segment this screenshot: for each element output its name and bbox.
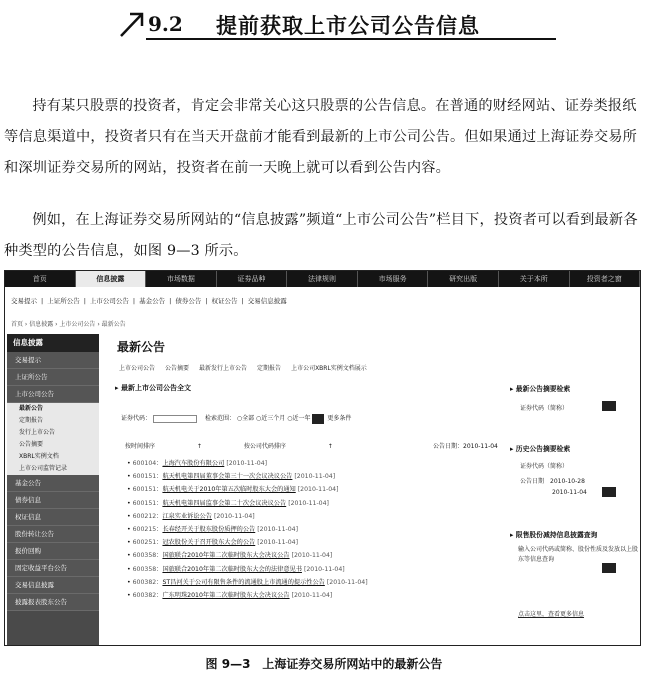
announcement-date: [2010-11-04] [288, 499, 329, 507]
content-tabs [119, 363, 377, 372]
top-nav [5, 271, 640, 287]
sidebar-item[interactable]: 交易提示 [7, 352, 99, 369]
list-item[interactable]: • 600358：国旅联合2010年第二次临时股东大会决议公告 [2010-11-04] [127, 552, 333, 560]
announcement-date: [2010-11-04] [294, 473, 336, 481]
page-title: 最新公告 [117, 340, 166, 354]
summary-search-heading: ▸ 最新公告摘要检索 [510, 385, 571, 393]
subnav-item[interactable]: 基金公告 [139, 297, 166, 305]
breadcrumb: 首页 › 信息披露 › 上市公司公告 › 最新公告 [11, 321, 126, 328]
sidebar-item[interactable]: 债券信息 [7, 492, 99, 509]
subnav-item[interactable]: 交易提示 [11, 297, 37, 305]
sidebar-subitem[interactable]: 定期报告 [7, 415, 99, 427]
announcement-date: [2010-11-04] [291, 552, 333, 560]
list-item[interactable]: • 600151：航天机电第四届监事会第二十次会议决议公告 [2010-11-04] [127, 499, 329, 507]
latest-announcements-heading: ▸ 最新上市公司公告全文 [115, 384, 191, 392]
section-underline [146, 38, 556, 40]
website-screenshot [4, 270, 641, 646]
history-code-label: 证券代码（简称） [520, 463, 569, 470]
subnav-item[interactable]: 债券公告 [175, 297, 202, 305]
content-tab[interactable]: 最新发行上市公告 [199, 365, 248, 372]
query-date: 公告日期：2010-11-04 [433, 443, 498, 450]
sidebar-subitem[interactable]: 公告摘要 [7, 439, 99, 451]
section-heading [118, 4, 518, 44]
subnav-separator: | [83, 297, 86, 305]
nav-item[interactable]: 信息披露 [76, 271, 147, 287]
list-item[interactable]: • 600151：航天机电第四届董事会第三十一次会议决议公告 [2010-11-04] [127, 473, 336, 481]
subnav-item[interactable]: 权证公告 [211, 297, 238, 305]
sidebar-item[interactable]: 上市公司公告 [7, 386, 99, 403]
range-all-radio[interactable]: 全部 [242, 415, 255, 422]
list-item[interactable]: • 600104：上海汽车股份有限公司 [2010-11-04] [127, 460, 268, 467]
announcement-date: [2010-11-04] [226, 460, 268, 467]
announcement-date: [2010-11-04] [326, 578, 368, 586]
history-search-box [510, 443, 638, 496]
search-button[interactable] [312, 414, 324, 424]
subnav-separator: | [132, 297, 136, 305]
range-1y-radio[interactable]: 近一年 [292, 415, 311, 422]
announcement-title[interactable]: 冠农股份关于召开股东大会的公告 [162, 539, 256, 547]
summary-search-box [510, 383, 638, 412]
nav-item[interactable]: 研究出版 [428, 271, 499, 287]
list-item[interactable]: • 600212：江泉实业诉讼公告 [2010-11-04] [127, 512, 255, 520]
announcement-date: [2010-11-04] [291, 591, 333, 599]
sort-by-time[interactable]: 按时间排序 ↑ [125, 443, 202, 450]
announcement-code: 600358 [132, 565, 157, 573]
paragraph-2: 例如，在上海证券交易所网站的“信息披露”频道“上市公司公告”栏目下，投资者可以看到最新各种类型的公告信息，如图 9—3 所示。 [4, 212, 638, 259]
subnav-item[interactable]: 上市公司公告 [89, 297, 129, 305]
announcement-title[interactable]: 广东明珠2010年第二次临时股东大会决议公告 [162, 591, 290, 599]
announcement-code: 600212 [132, 512, 157, 520]
figure-caption: 图 9—3 上海证券交易所网站中的最新公告 [205, 657, 443, 671]
sidebar-item[interactable]: 上证所公告 [7, 369, 99, 386]
announcement-date: [2010-11-04] [257, 539, 299, 547]
restricted-share-heading: ▸ 限售股份减持信息披露查询 [510, 531, 598, 539]
code-input[interactable] [153, 415, 197, 423]
sidebar-header: 信息披露 [7, 334, 99, 352]
list-item[interactable]: • 600215：长春经开关于股东股份质押的公告 [2010-11-04] [127, 525, 299, 533]
sort-options [125, 441, 373, 450]
paragraph-1: 持有某只股票的投资者，肯定会非常关心这只股票的公告信息。在普通的财经网站、证券类报纸等信息渠道中，投资者只有在当天开盘前才能看到最新的上市公司公告。但如果通过上海证券交易所和深圳证券交易所的网站，投资者在前一天晚上就可以看到公告内容。 [4, 98, 638, 176]
restricted-share-desc: 输入公司代码或简称、股份性质及发放以上股东等信息查询 [518, 546, 639, 563]
arrow-up-right-icon [118, 10, 146, 38]
nav-item[interactable]: 证券品种 [217, 271, 288, 287]
history-date-row: 公告日期 2010-10-28 [520, 478, 585, 485]
announcement-date: [2010-11-04] [213, 512, 255, 520]
list-item[interactable]: • 600251：冠农股份关于召开股东大会的公告 [2010-11-04] [127, 539, 299, 547]
summary-search-button[interactable] [602, 401, 616, 411]
sort-by-code[interactable]: 按公司代码排序 ↑ [243, 443, 333, 450]
sidebar-item[interactable]: 固定收益平台公告 [7, 560, 99, 577]
announcement-code: 600251 [132, 539, 157, 547]
sidebar-item[interactable]: 基金公告 [7, 475, 99, 492]
announcement-title[interactable]: 上海汽车股份有限公司 [162, 460, 225, 467]
nav-item[interactable]: 法律规则 [287, 271, 358, 287]
subnav-separator: | [169, 297, 172, 305]
announcement-code: 600382 [132, 578, 157, 586]
sidebar-item[interactable]: 披露报表股东公告 [7, 594, 99, 611]
more-conditions-link[interactable]: 更多条件 [327, 415, 352, 422]
nav-item[interactable]: 首页 [5, 271, 76, 287]
list-item[interactable]: • 600382：ST昌河关于公司有限售条件的流通股上市流通的提示性公告 [2010-11-04] [127, 578, 368, 586]
content-tab[interactable]: 上市公司公告 [119, 365, 156, 372]
announcement-date: [2010-11-04] [297, 486, 339, 494]
announcement-code: 600358 [132, 552, 157, 560]
nav-item[interactable]: 市场服务 [358, 271, 429, 287]
sidebar-subitem[interactable]: 上市公司监管记录 [7, 463, 99, 475]
more-info-link[interactable]: 点击这里，查看更多信息 [518, 611, 585, 618]
nav-item[interactable]: 关于本所 [499, 271, 570, 287]
announcement-column [115, 383, 498, 599]
sidebar-subitem[interactable]: XBRL实例文档 [7, 451, 99, 463]
subnav-item[interactable]: 交易信息披露 [247, 297, 287, 305]
sidebar-item[interactable]: 股份转让公告 [7, 526, 99, 543]
content-tab[interactable]: 公告摘要 [165, 365, 190, 372]
sidebar-item[interactable]: 交易信息披露 [7, 577, 99, 594]
sidebar-subitem[interactable]: 最新公告 [7, 403, 99, 415]
sidebar-subitem[interactable]: 发行上市公告 [7, 427, 99, 439]
summary-code-label: 证券代码（简称） [520, 405, 569, 412]
announcement-code: 600151 [132, 486, 157, 494]
announcement-date: [2010-11-04] [257, 525, 299, 533]
restricted-search-button[interactable] [602, 563, 616, 573]
list-item[interactable]: • 600382：广东明珠2010年第二次临时股东大会决议公告 [2010-11-04] [127, 591, 333, 599]
announcement-title[interactable]: 江泉实业诉讼公告 [162, 512, 212, 520]
history-search-heading: ▸ 历史公告摘要检索 [510, 445, 571, 453]
sidebar-item[interactable]: 权证信息 [7, 509, 99, 526]
announcement-code: 600215 [132, 525, 157, 533]
sidebar [7, 334, 99, 646]
list-item[interactable]: • 600151：航天机电关于2010年第五次临时股东大会的通知 [2010-11-04] [127, 486, 339, 494]
sub-nav [11, 296, 291, 305]
announcement-code: 600382 [132, 591, 157, 599]
subnav-separator: | [205, 297, 208, 305]
section-title: 提前获取上市公司公告信息 [216, 14, 480, 38]
announcement-code: 600104 [132, 460, 157, 467]
section-number: 9.2 [148, 12, 183, 36]
announcement-title[interactable]: ST昌河关于公司有限售条件的流通股上市流通的提示性公告 [162, 578, 325, 586]
subnav-item[interactable]: 上证所公告 [47, 297, 80, 305]
announcement-date: [2010-11-04] [303, 565, 345, 573]
content-tab[interactable]: 上市公司XBRL实例文档展示 [291, 365, 367, 372]
date-to[interactable]: 2010-11-04 [552, 489, 587, 496]
sidebar-item[interactable]: 报价回购 [7, 543, 99, 560]
announcement-list [127, 457, 493, 602]
subnav-separator: | [241, 297, 244, 305]
announcement-code: 600151 [132, 499, 157, 507]
announcement-title[interactable]: 长春经开关于股东股份质押的公告 [162, 525, 256, 533]
search-bar: 证券代码： 检索范围： ○全部 ○近三个月 ○近一年 更多条件 [121, 415, 352, 422]
subnav-separator: | [41, 297, 44, 305]
list-item[interactable]: • 600358：国旅联合2010年第二次临时股东大会的法律意见书 [2010-11-04] [127, 565, 345, 573]
nav-item[interactable]: 投资者之窗 [570, 271, 641, 287]
date-from[interactable]: 2010-10-28 [550, 478, 585, 485]
restricted-share-box [510, 529, 638, 618]
range-3m-radio[interactable]: 近三个月 [261, 415, 286, 422]
nav-item[interactable]: 市场数据 [146, 271, 217, 287]
history-search-button[interactable] [602, 487, 616, 497]
content-tab[interactable]: 定期报告 [257, 365, 282, 372]
announcement-title[interactable]: 国旅联合2010年第二次临时股东大会的法律意见书 [162, 565, 302, 573]
announcement-title[interactable]: 航天机电关于2010年第五次临时股东大会的通知 [162, 486, 296, 494]
announcement-title[interactable]: 航天机电第四届监事会第二十次会议决议公告 [162, 499, 287, 507]
announcement-title[interactable]: 航天机电第四届董事会第三十一次会议决议公告 [162, 473, 293, 481]
announcement-code: 600151 [132, 473, 157, 481]
announcement-title[interactable]: 国旅联合2010年第二次临时股东大会决议公告 [162, 552, 290, 560]
